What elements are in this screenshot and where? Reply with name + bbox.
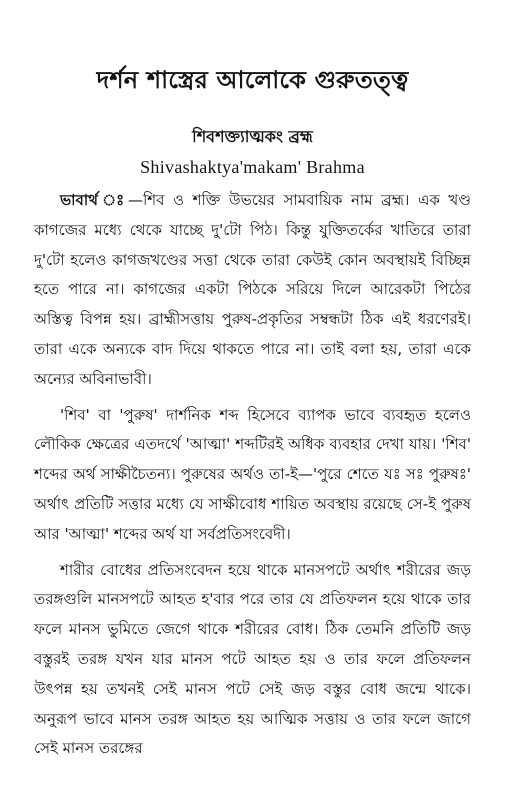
paragraph-text: শারীর বোধের প্রতিসংবেদন হয়ে থাকে মানসপটে অর্থাৎ শরীরের জড় তরঙ্গগুলি মানসপটে আহত হ'বার পরে তার যে প্রতিফলন হয়ে থাকে তার ফলে মানস ভুমিতে জেগে থাকে শরীরের বোধ। ঠিক তেমনি প্রতিটি জড় বস্তুরই তরঙ্গ যখন যার মানস পটে আহত হয় ও তার ফলে প্রতিফলন উৎপন্ন হয় তখনই সেই মানস পটে সেই জড় বস্তুর বোধ জন্মে থাকে। অনুরূপ ভাবে মানস তরঙ্গ আহত হয় আত্মিক সত্তায় ও তার ফলে জাগে সেই মানস তরঙ্গের xyxy=(34,560,471,758)
paragraph-lead: ভাবার্থ ঃ xyxy=(60,191,128,209)
page-title: দর্শন শাস্ত্রের আলোকে গুরুতত্ত্ব xyxy=(96,66,409,94)
paragraph-text: 'শিব' বা 'পুরুষ' দার্শনিক শব্দ হিসেবে ব্যাপক ভাবে ব্যবহৃত হলেও লৌকিক ক্ষেত্রের এতদর্থে 'আত্মা' শব্দটিরই অধিক ব্যবহার দেখা যায়। 'শিব' শব্দের অর্থ সাক্ষীচৈতন্য। পুরুষের অর্থও তা-ই—'পুরে শেতে যঃ সঃ পুরুষঃ' অর্থাৎ প্রতিটি সত্তার মধ্যে যে সাক্ষীবোধ শায়িত অবস্থায় রয়েছে সে-ই পুরুষ আর 'আত্মা' শব্দের অর্থ যা সর্বপ্রতিসংবেদী। xyxy=(34,405,471,543)
transliteration-heading: Shivashaktya'makam' Brahma xyxy=(140,157,365,177)
paragraph-text: —শিব ও শক্তি উভয়ের সামবায়িক নাম ব্রহ্ম। এক খণ্ড কাগজের মধ্যে থেকে যাচ্ছে দু'টো পিঠ। কিন্তু যুক্তিতর্কের খাতিরে তারা দু'টো হলেও কাগজখণ্ডের সত্তা থেকে তারা কেউই কোন অবস্থায়ই বিচ্ছিন্ন হতে পারে না। কাগজের একটা পিঠকে সরিয়ে দিলে আরেকটা পিঠের অস্তিত্ব বিপন্ন হয়। ব্রাহ্মীসত্তায় পুরুষ-প্রকৃতির সম্বন্ধটা ঠিক এই ধরণেরই। তারা একে অন্যকে বাদ দিয়ে থাকতে পারে না। তাই বলা হয়, তারা একে অন্যের অবিনাভাবী। xyxy=(34,191,471,388)
paragraph-1 xyxy=(34,186,471,395)
paragraph-3 xyxy=(34,556,471,765)
paragraph-2 xyxy=(34,401,471,550)
sanskrit-heading: শিবশক্ত্যাত্মকং ব্রহ্ম xyxy=(192,127,313,146)
